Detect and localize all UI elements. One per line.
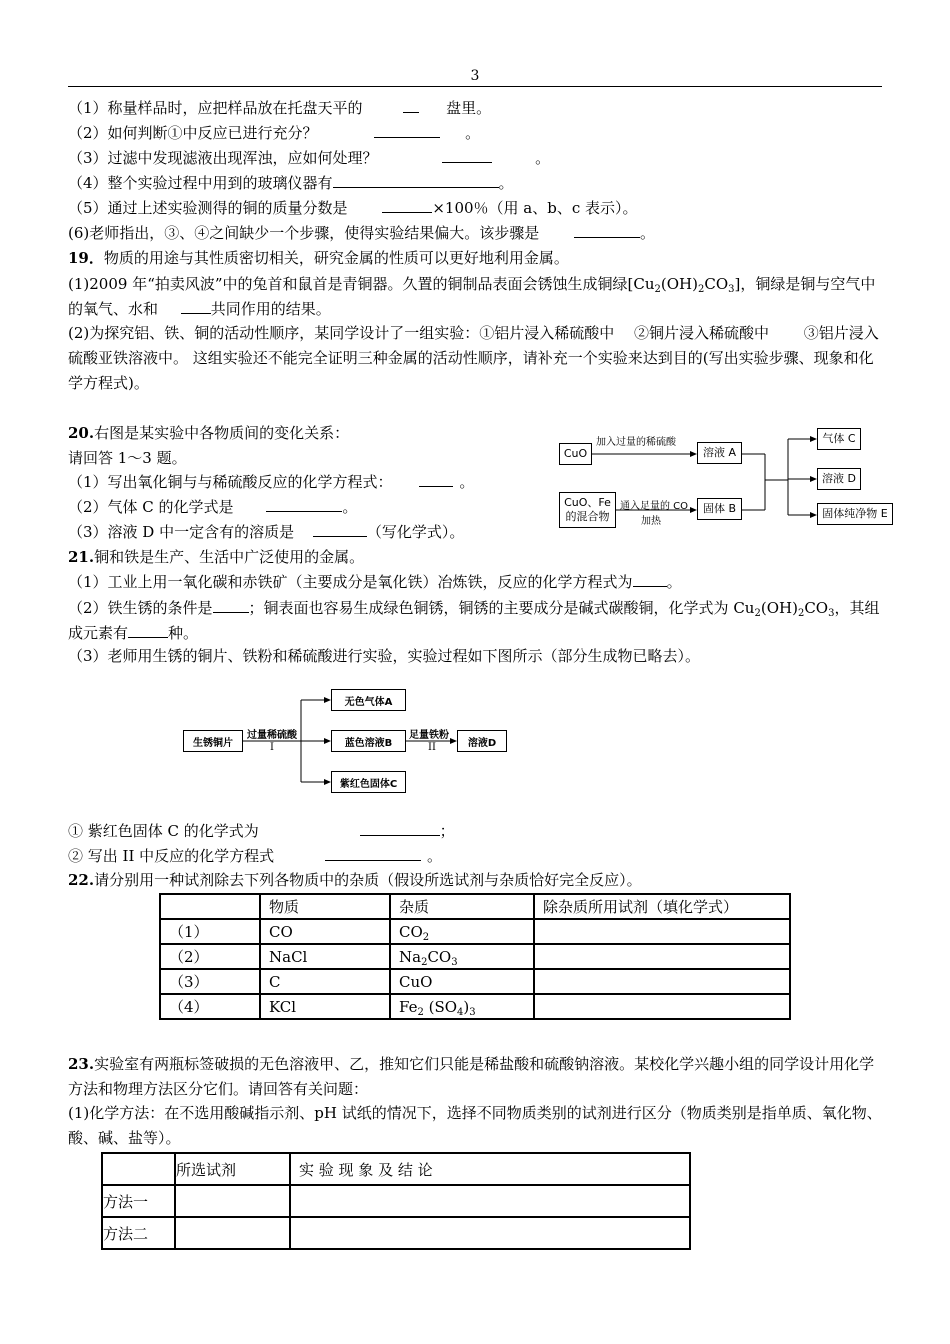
question-number: 21. (68, 548, 95, 566)
row-number: （2） (160, 944, 260, 969)
step-heat-label: 加热 (641, 516, 661, 527)
q21-answer-2 (68, 846, 442, 866)
header-rule (68, 86, 882, 87)
table-header (160, 894, 260, 919)
q21-answer-1 (68, 821, 455, 841)
impurity-text: Fe (399, 997, 418, 1016)
q20-line-0: 请回答 1～3 题。 (68, 449, 187, 467)
impurity-table (159, 893, 791, 1020)
impurity-subscript: 2 (417, 1006, 424, 1018)
reagent-answer-cell[interactable] (534, 919, 790, 944)
solution-d-box: 溶液 D (817, 468, 861, 490)
q18-text-1b: 盘里。 (446, 99, 492, 117)
impurity-cell (390, 969, 534, 994)
q21-text-2d: CO (804, 599, 829, 617)
q21-text-2c: (OH) (760, 599, 798, 617)
q20-text-2: （2）气体 C 的化学式是 (68, 498, 234, 516)
method-table (101, 1152, 691, 1250)
q21-intro: 铜和铁是生产、生活中广泛使用的金属。 (94, 548, 365, 566)
row-number: （1） (160, 919, 260, 944)
q19-p1-text-c: CO (704, 275, 729, 293)
q21-text-2a: （2）铁生锈的条件是 (68, 599, 213, 617)
impurity-subscript: 4 (457, 1006, 464, 1018)
answer-blank[interactable] (382, 198, 432, 213)
substance-cell: CO (260, 919, 390, 944)
table-row (160, 919, 790, 944)
solution-d2-box: 溶液D (457, 730, 507, 752)
table-header: 除杂质所用试剂（填化学式） (534, 894, 790, 919)
q18-text-2b: 。 (465, 124, 481, 142)
impurity-cell (390, 944, 534, 969)
solid-c-box: 紫红色固体C (331, 771, 406, 793)
impurity-text: CO (427, 947, 452, 966)
reagent-answer-cell[interactable] (175, 1217, 290, 1249)
q20-text-1b: 。 (459, 473, 475, 491)
answer-blank[interactable] (181, 299, 211, 314)
impurity-text: Na (399, 947, 422, 966)
q20-text-3: （3）溶液 D 中一定含有的溶质是 (68, 523, 295, 541)
gas-a-box: 无色气体A (331, 689, 406, 711)
table-header-row (102, 1153, 690, 1185)
q20-heading (68, 423, 349, 443)
q20-intro: 右图是某实验中各物质间的变化关系： (94, 424, 350, 442)
impurity-subscript: 2 (422, 931, 430, 943)
impurity-subscript: 3 (451, 956, 458, 968)
q21-text-2b: ；铜表面也容易生成绿色铜锈，铜锈的主要成分是碱式碳酸铜，化学式为 Cu (248, 599, 755, 617)
observation-answer-cell[interactable] (290, 1217, 690, 1249)
answer-blank[interactable] (360, 821, 440, 836)
table-row (160, 994, 790, 1019)
table-header (102, 1153, 175, 1185)
answer-blank[interactable] (419, 472, 453, 487)
q19-p1-text-b: (OH) (660, 275, 698, 293)
answer-blank[interactable] (333, 173, 499, 188)
reagent-answer-cell[interactable] (534, 944, 790, 969)
question-number: 23. (68, 1055, 95, 1073)
q21-text-2g: 种。 (168, 624, 199, 642)
mixture-box: CuO、Fe 的混合物 (559, 492, 616, 528)
q19-p1-text-e: 共同作用的结果。 (210, 300, 331, 318)
q21-line-2: （2）铁生锈的条件是 ；铜表面也容易生成绿色铜锈，铜锈的主要成分是碱式碳酸铜，化学式为 $Cu_2(OH)_2CO_3$，其组成元素有 种。 (68, 599, 880, 642)
q23-intro: 实验室有两瓶标签破损的无色溶液甲、乙，推知它们只能是稀盐酸和硫酸钠溶液。某校化学兴趣小组的同学设计用化学方法和物理方法区分它们。请回答有关问题： (68, 1055, 875, 1098)
q20-line-1 (68, 472, 474, 492)
q19-heading (68, 248, 569, 268)
q20-text-2b: 。 (342, 498, 358, 516)
answer-blank[interactable] (574, 223, 640, 238)
answer-blank[interactable] (266, 497, 342, 512)
table-header: 所选试剂 (175, 1153, 290, 1185)
q21-text-2f: 其组成元素有 (68, 599, 880, 642)
q19-p1-text-d: ]，铜绿是铜与空气中的氧气、水和 (68, 275, 876, 318)
q22-heading (68, 870, 642, 890)
impurity-cell (390, 994, 534, 1019)
q18-text-1: （1）称量样品时，应把样品放在托盘天平的 (68, 99, 363, 117)
substance-cell: NaCl (260, 944, 390, 969)
impurity-text: CO (399, 922, 423, 941)
table-row (102, 1217, 690, 1249)
impurity-subscript: 2 (421, 956, 428, 968)
solid-e-box: 固体纯净物 E (817, 503, 893, 525)
answer-blank[interactable] (442, 148, 492, 163)
page-number: 3 (470, 68, 480, 84)
answer-blank[interactable] (374, 123, 440, 138)
q20-line-2 (68, 497, 357, 517)
q21-a1-text: ① 紫红色固体 C 的化学式为 (68, 822, 259, 840)
question-number: 20. (68, 424, 95, 442)
answer-blank[interactable] (633, 572, 667, 587)
observation-answer-cell[interactable] (290, 1185, 690, 1217)
solution-a-box: 溶液 A (697, 442, 742, 464)
table-row (102, 1185, 690, 1217)
answer-blank[interactable] (128, 623, 168, 638)
q18-line-2 (68, 123, 480, 143)
q21-heading (68, 547, 364, 567)
q18-line-1 (68, 98, 491, 118)
q18-line-3 (68, 148, 550, 168)
q18-text-4b: 。 (498, 174, 514, 192)
q19-part-1: (1)2009 年“拍卖风波”中的兔首和鼠首是青铜器。久置的铜制品表面会锈蚀生成铜绿$[Cu_2(OH)_2CO_3]$，铜绿是铜与空气中的氧气、水和 共同作用的结果。 (68, 275, 876, 318)
q20-text-3b: （写化学式）。 (366, 523, 465, 541)
q18-line-6 (68, 223, 655, 243)
impurity-subscript: 3 (469, 1006, 476, 1018)
q21-a2b-text: 。 (426, 847, 442, 865)
q18-text-5: （5）通过上述实验测得的铜的质量分数是 (68, 199, 348, 217)
table-header: 实 验 现 象 及 结 论 (290, 1153, 690, 1185)
impurity-cell (390, 919, 534, 944)
step-ii-label: II (428, 742, 436, 753)
reagent-answer-cell[interactable] (534, 994, 790, 1019)
row-number: （4） (160, 994, 260, 1019)
q19-p1-text: (1)2009 年“拍卖风波”中的兔首和鼠首是青铜器。久置的铜制品表面会锈蚀生成铜绿[Cu (68, 275, 655, 293)
q18-line-5 (68, 198, 638, 218)
table-row (160, 944, 790, 969)
q21-text-2e: ， (834, 599, 850, 617)
iron-label: 足量铁粉 (409, 730, 449, 741)
q20-line-3 (68, 522, 464, 542)
q22-intro: 请分别用一种试剂除去下列各物质中的杂质（假设所选试剂与杂质恰好完全反应）。 (94, 871, 642, 889)
impurity-text: ) (463, 997, 470, 1016)
q18-text-5b: ×100％（用 a、b、c 表示）。 (432, 199, 638, 217)
table-header: 物质 (260, 894, 390, 919)
q18-line-4 (68, 173, 514, 193)
step-i-label: I (270, 742, 274, 753)
question-number: 22. (68, 871, 95, 889)
q21-a2-text: ② 写出 II 中反应的化学方程式 (68, 847, 275, 865)
step-co-label: 通入足量的 CO (620, 501, 689, 512)
solid-b-box: 固体 B (697, 498, 742, 520)
impurity-text: CuO (399, 972, 433, 991)
answer-blank[interactable] (213, 598, 249, 613)
q19-part-2: (2)为探究铝、铁、铜的活动性顺序，某同学设计了一组实验：①铝片浸入稀硫酸中 ②铜片浸入稀硫酸中 ③铝片浸入硫酸亚铁溶液中。 这组实验还不能完全证明三种金属的活动性顺序，请补充一个实验来达到目的(写出实验步骤、现象和化学方程式)。 (68, 324, 879, 392)
question-number: 19． (68, 249, 104, 267)
answer-blank[interactable] (325, 846, 421, 861)
rusty-copper-box: 生锈铜片 (183, 730, 243, 752)
q21-text-1: （1）工业上用一氧化碳和赤铁矿（主要成分是氧化铁）冶炼铁，反应的化学方程式为 (68, 573, 633, 591)
step-acid-label: 加入过量的稀硫酸 (596, 437, 676, 448)
substance-cell: KCl (260, 994, 390, 1019)
q21-line-1 (68, 572, 682, 592)
q18-text-2: （2）如何判断①中反应已进行充分？ (68, 124, 318, 142)
impurity-text: (SO (423, 997, 458, 1016)
reagent-answer-cell[interactable] (175, 1185, 290, 1217)
q19-intro: 物质的用途与其性质密切相关，研究金属的性质可以更好地利用金属。 (103, 249, 569, 267)
table-row (160, 969, 790, 994)
q21-text-1b: 。 (666, 573, 682, 591)
table-header-row (160, 894, 790, 919)
q23-intro-block (68, 1052, 883, 1102)
q18-text-3b: 。 (535, 149, 551, 167)
acid-label: 过量稀硫酸 (247, 730, 297, 741)
answer-blank[interactable] (313, 522, 367, 537)
method-label: 方法一 (102, 1185, 175, 1217)
q21-line-3: （3）老师用生锈的铜片、铁粉和稀硫酸进行实验，实验过程如下图所示（部分生成物已略去）。 (68, 647, 701, 665)
cuo-box: CuO (559, 443, 592, 465)
substance-cell: C (260, 969, 390, 994)
q18-text-6: (6)老师指出，③、④之间缺少一个步骤，使得实验结果偏大。该步骤是 (68, 224, 540, 242)
reagent-answer-cell[interactable] (534, 969, 790, 994)
solution-b-box: 蓝色溶液B (331, 730, 406, 752)
q21-a1b-text: ； (439, 822, 455, 840)
q18-text-4: （4）整个实验过程中用到的玻璃仪器有 (68, 174, 333, 192)
q18-text-3: （3）过滤中发现滤液出现浑浊，应如何处理？ (68, 149, 378, 167)
answer-blank[interactable] (403, 98, 419, 113)
table-header: 杂质 (390, 894, 534, 919)
method-label: 方法二 (102, 1217, 175, 1249)
gas-c-box: 气体 C (817, 428, 861, 450)
q18-text-6b: 。 (640, 224, 656, 242)
row-number: （3） (160, 969, 260, 994)
q20-text-1: （1）写出氧化铜与与稀硫酸反应的化学方程式： (68, 473, 393, 491)
q23-part-1: (1)化学方法：在不选用酸碱指示剂、pH 试纸的情况下，选择不同物质类别的试剂进行区分（物质类别是指单质、氧化物、酸、碱、盐等）。 (68, 1104, 882, 1147)
